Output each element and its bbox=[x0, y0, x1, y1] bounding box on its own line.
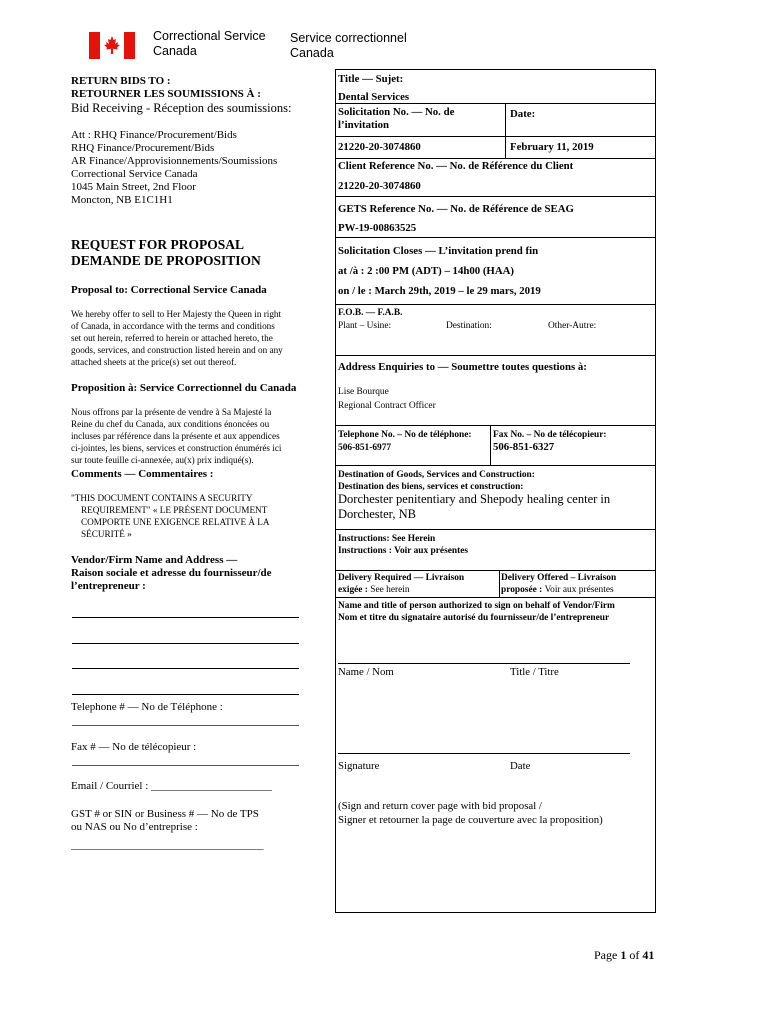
vendor-label-line: Vendor/Firm Name and Address — bbox=[71, 554, 238, 566]
page-of: of bbox=[626, 948, 643, 962]
name-title-line[interactable] bbox=[338, 663, 630, 664]
client-reference-value: 21220-20-3074860 bbox=[338, 180, 421, 192]
comments-line: REQUIREMENT" « LE PRÉSENT DOCUMENT bbox=[81, 505, 268, 515]
org-name-fr bbox=[290, 31, 407, 61]
destination-label-line2: Destination des biens, services et construction: bbox=[338, 482, 524, 492]
gets-reference-label: GETS Reference No. — No. de Référence de SEAG bbox=[338, 203, 574, 215]
solicitation-label bbox=[338, 106, 454, 132]
org-name-fr-line1: Service correctionnel bbox=[290, 31, 407, 45]
signature-line[interactable] bbox=[338, 753, 630, 754]
delivery-offered bbox=[501, 572, 616, 596]
name-label: Name / Nom bbox=[338, 666, 394, 678]
destination-label-line1: Destination of Goods, Services and Construction: bbox=[338, 470, 535, 480]
rfp-title bbox=[71, 237, 261, 269]
org-name-en-line1: Correctional Service bbox=[153, 29, 266, 43]
gst-label-line2: ou NAS ou No d’entreprise : bbox=[71, 821, 198, 833]
return-address-line: Correctional Service Canada bbox=[71, 168, 198, 180]
bid-receiving-subtitle: Bid Receiving - Réception des soumissions: bbox=[71, 101, 292, 115]
fob-plant: Plant – Usine: bbox=[338, 321, 392, 331]
comments-text bbox=[71, 492, 311, 540]
contact-title: Regional Contract Officer bbox=[338, 401, 436, 411]
return-address-line: Att : RHQ Finance/Procurement/Bids bbox=[71, 129, 237, 141]
org-name-fr-line2: Canada bbox=[290, 46, 334, 60]
comments-label: Comments — Commentaires : bbox=[71, 468, 214, 480]
vendor-name-line-3[interactable] bbox=[72, 668, 299, 669]
comments-line: SÉCURITÉ » bbox=[81, 529, 132, 539]
delivery-offered-prefix: proposée : bbox=[501, 585, 545, 595]
contact-name: Lise Bourque bbox=[338, 387, 389, 397]
return-address-line: AR Finance/Approvisionnements/Soumissions bbox=[71, 155, 278, 167]
fax-label: Fax # — No de télécopieur : bbox=[71, 741, 197, 753]
fob-destination: Destination: bbox=[446, 321, 492, 331]
destination-value bbox=[338, 492, 610, 521]
delivery-required-value: See herein bbox=[370, 585, 410, 595]
page-number bbox=[594, 948, 654, 963]
solicitation-number: 21220-20-3074860 bbox=[338, 141, 421, 153]
comments-line: "THIS DOCUMENT CONTAINS A SECURITY bbox=[71, 493, 253, 503]
vendor-label-line: Raison sociale et adresse du fournisseur/de bbox=[71, 567, 272, 579]
proposal-to-fr: Proposition à: Service Correctionnel du Canada bbox=[71, 382, 297, 394]
delivery-offered-value: Voir aux présentes bbox=[544, 585, 614, 595]
rfp-title-en: REQUEST FOR PROPOSAL bbox=[71, 237, 245, 252]
fob-other: Other-Autre: bbox=[548, 321, 597, 331]
vendor-label bbox=[71, 554, 272, 593]
sign-return-line2: Signer et retourner la page de couverture avec la proposition) bbox=[338, 814, 603, 826]
offer-en-line: goods, services, and construction listed herein and on any bbox=[71, 345, 283, 355]
title-label: Title — Sujet: bbox=[338, 73, 404, 85]
gst-field[interactable]: ___________________________________ bbox=[71, 839, 264, 851]
destination-value-line2: Dorchester, NB bbox=[338, 506, 416, 521]
vendor-name-line-2[interactable] bbox=[72, 643, 299, 644]
title-value: Dental Services bbox=[338, 91, 410, 103]
delivery-required-line1: Delivery Required — Livraison bbox=[338, 573, 465, 583]
canada-flag-logo bbox=[89, 32, 135, 59]
closes-date: on / le : March 29th, 2019 – le 29 mars, 2019 bbox=[338, 285, 541, 297]
client-reference-label: Client Reference No. — No. de Référence du Client bbox=[338, 160, 574, 172]
return-title-en: RETURN BIDS TO : bbox=[71, 75, 171, 87]
closes-label: Solicitation Closes — L’invitation prend fin bbox=[338, 245, 539, 257]
rfp-title-fr: DEMANDE DE PROPOSITION bbox=[71, 253, 261, 268]
sign-return-line1: (Sign and return cover page with bid proposal / bbox=[338, 800, 542, 812]
vendor-label-line: l’entrepreneur : bbox=[71, 580, 146, 592]
sign-return-note bbox=[338, 799, 603, 827]
offer-fr-line: sur toute feuille ci-annexée, au(x) prix indiqué(s). bbox=[71, 455, 254, 465]
proposal-to-en: Proposal to: Correctional Service Canada bbox=[71, 284, 267, 296]
offer-en-line: attached sheets at the price(s) set out thereof. bbox=[71, 357, 237, 367]
solicitation-label-line1: Solicitation No. — No. de bbox=[338, 106, 455, 118]
date-value: February 11, 2019 bbox=[510, 141, 594, 153]
instructions-line1: Instructions: See Herein bbox=[338, 534, 436, 544]
offer-text-fr bbox=[71, 406, 281, 466]
authorized-signatory-label bbox=[338, 600, 615, 624]
destination-value-line1: Dorchester penitentiary and Shepody healing center in bbox=[338, 492, 611, 506]
return-address-line: RHQ Finance/Procurement/Bids bbox=[71, 142, 215, 154]
telephone-no-label: Telephone No. – No de téléphone: bbox=[338, 430, 472, 440]
vendor-name-line-1[interactable] bbox=[72, 617, 299, 618]
email-label[interactable]: Email / Courriel : ______________________ bbox=[71, 780, 273, 792]
destination-label bbox=[338, 469, 535, 493]
delivery-offered-line1: Delivery Offered – Livraison bbox=[501, 573, 617, 583]
return-title-fr: RETOURNER LES SOUMISSIONS À : bbox=[71, 88, 261, 100]
page-prefix: Page bbox=[594, 948, 621, 962]
return-address-line: Moncton, NB E1C1H1 bbox=[71, 194, 173, 206]
page-current: 1 bbox=[620, 948, 627, 962]
authorized-line2: Nom et titre du signataire autorisé du fournisseur/de l’entrepreneur bbox=[338, 613, 610, 623]
page-total: 41 bbox=[642, 948, 655, 962]
instructions bbox=[338, 533, 468, 557]
authorized-line1: Name and title of person authorized to sign on behalf of Vendor/Firm bbox=[338, 601, 615, 611]
offer-fr-line: Reine du chef du Canada, aux conditions énoncées ou bbox=[71, 419, 270, 429]
gst-label bbox=[71, 808, 259, 834]
offer-fr-line: Nous offrons par la présente de vendre à Sa Majesté la bbox=[71, 407, 272, 417]
fob-label: F.O.B. — F.A.B. bbox=[338, 308, 403, 318]
gets-reference-value: PW-19-00863525 bbox=[338, 222, 417, 234]
comments-line: COMPORTE UNE EXIGENCE RELATIVE À LA bbox=[81, 517, 270, 527]
fax-no-value: 506-851-6327 bbox=[493, 441, 555, 453]
date-label: Date: bbox=[510, 108, 536, 120]
org-name-en-line2: Canada bbox=[153, 44, 197, 58]
offer-en-line: We hereby offer to sell to Her Majesty the Queen in right bbox=[71, 309, 282, 319]
offer-text-en bbox=[71, 308, 283, 368]
telephone-label: Telephone # — No de Téléphone : bbox=[71, 701, 223, 713]
signature-label: Signature bbox=[338, 760, 380, 772]
return-address bbox=[71, 129, 277, 207]
telephone-field[interactable] bbox=[72, 725, 299, 726]
return-bids-title bbox=[71, 75, 261, 101]
solicitation-label-line2: l’invitation bbox=[338, 119, 389, 131]
vendor-name-line-4[interactable] bbox=[72, 694, 299, 695]
title-label-field: Title / Titre bbox=[510, 666, 559, 678]
telephone-no-value: 506-851-6977 bbox=[338, 443, 392, 453]
offer-en-line: set out herein, referred to herein or attached hereto, the bbox=[71, 333, 273, 343]
closes-time: at /à : 2 :00 PM (ADT) – 14h00 (HAA) bbox=[338, 265, 515, 277]
instructions-line2: Instructions : Voir aux présentes bbox=[338, 546, 469, 556]
delivery-required bbox=[338, 572, 464, 596]
signature-date-label: Date bbox=[510, 760, 531, 772]
gst-label-line1: GST # or SIN or Business # — No de TPS bbox=[71, 808, 259, 820]
fax-field[interactable] bbox=[72, 765, 299, 766]
return-address-line: 1045 Main Street, 2nd Floor bbox=[71, 181, 196, 193]
enquiries-label: Address Enquiries to — Soumettre toutes questions à: bbox=[338, 361, 587, 373]
solicitation-box bbox=[335, 69, 656, 913]
offer-fr-line: incluses par référence dans la présente et aux appendices bbox=[71, 431, 280, 441]
offer-en-line: of Canada, in accordance with the terms and conditions bbox=[71, 321, 275, 331]
fax-no-label: Fax No. – No de télécopieur: bbox=[493, 430, 607, 440]
offer-fr-line: ci-jointes, les biens, services et construction énumérés ici bbox=[71, 443, 282, 453]
delivery-required-prefix: exigée : bbox=[338, 585, 371, 595]
org-name-en bbox=[153, 29, 266, 59]
